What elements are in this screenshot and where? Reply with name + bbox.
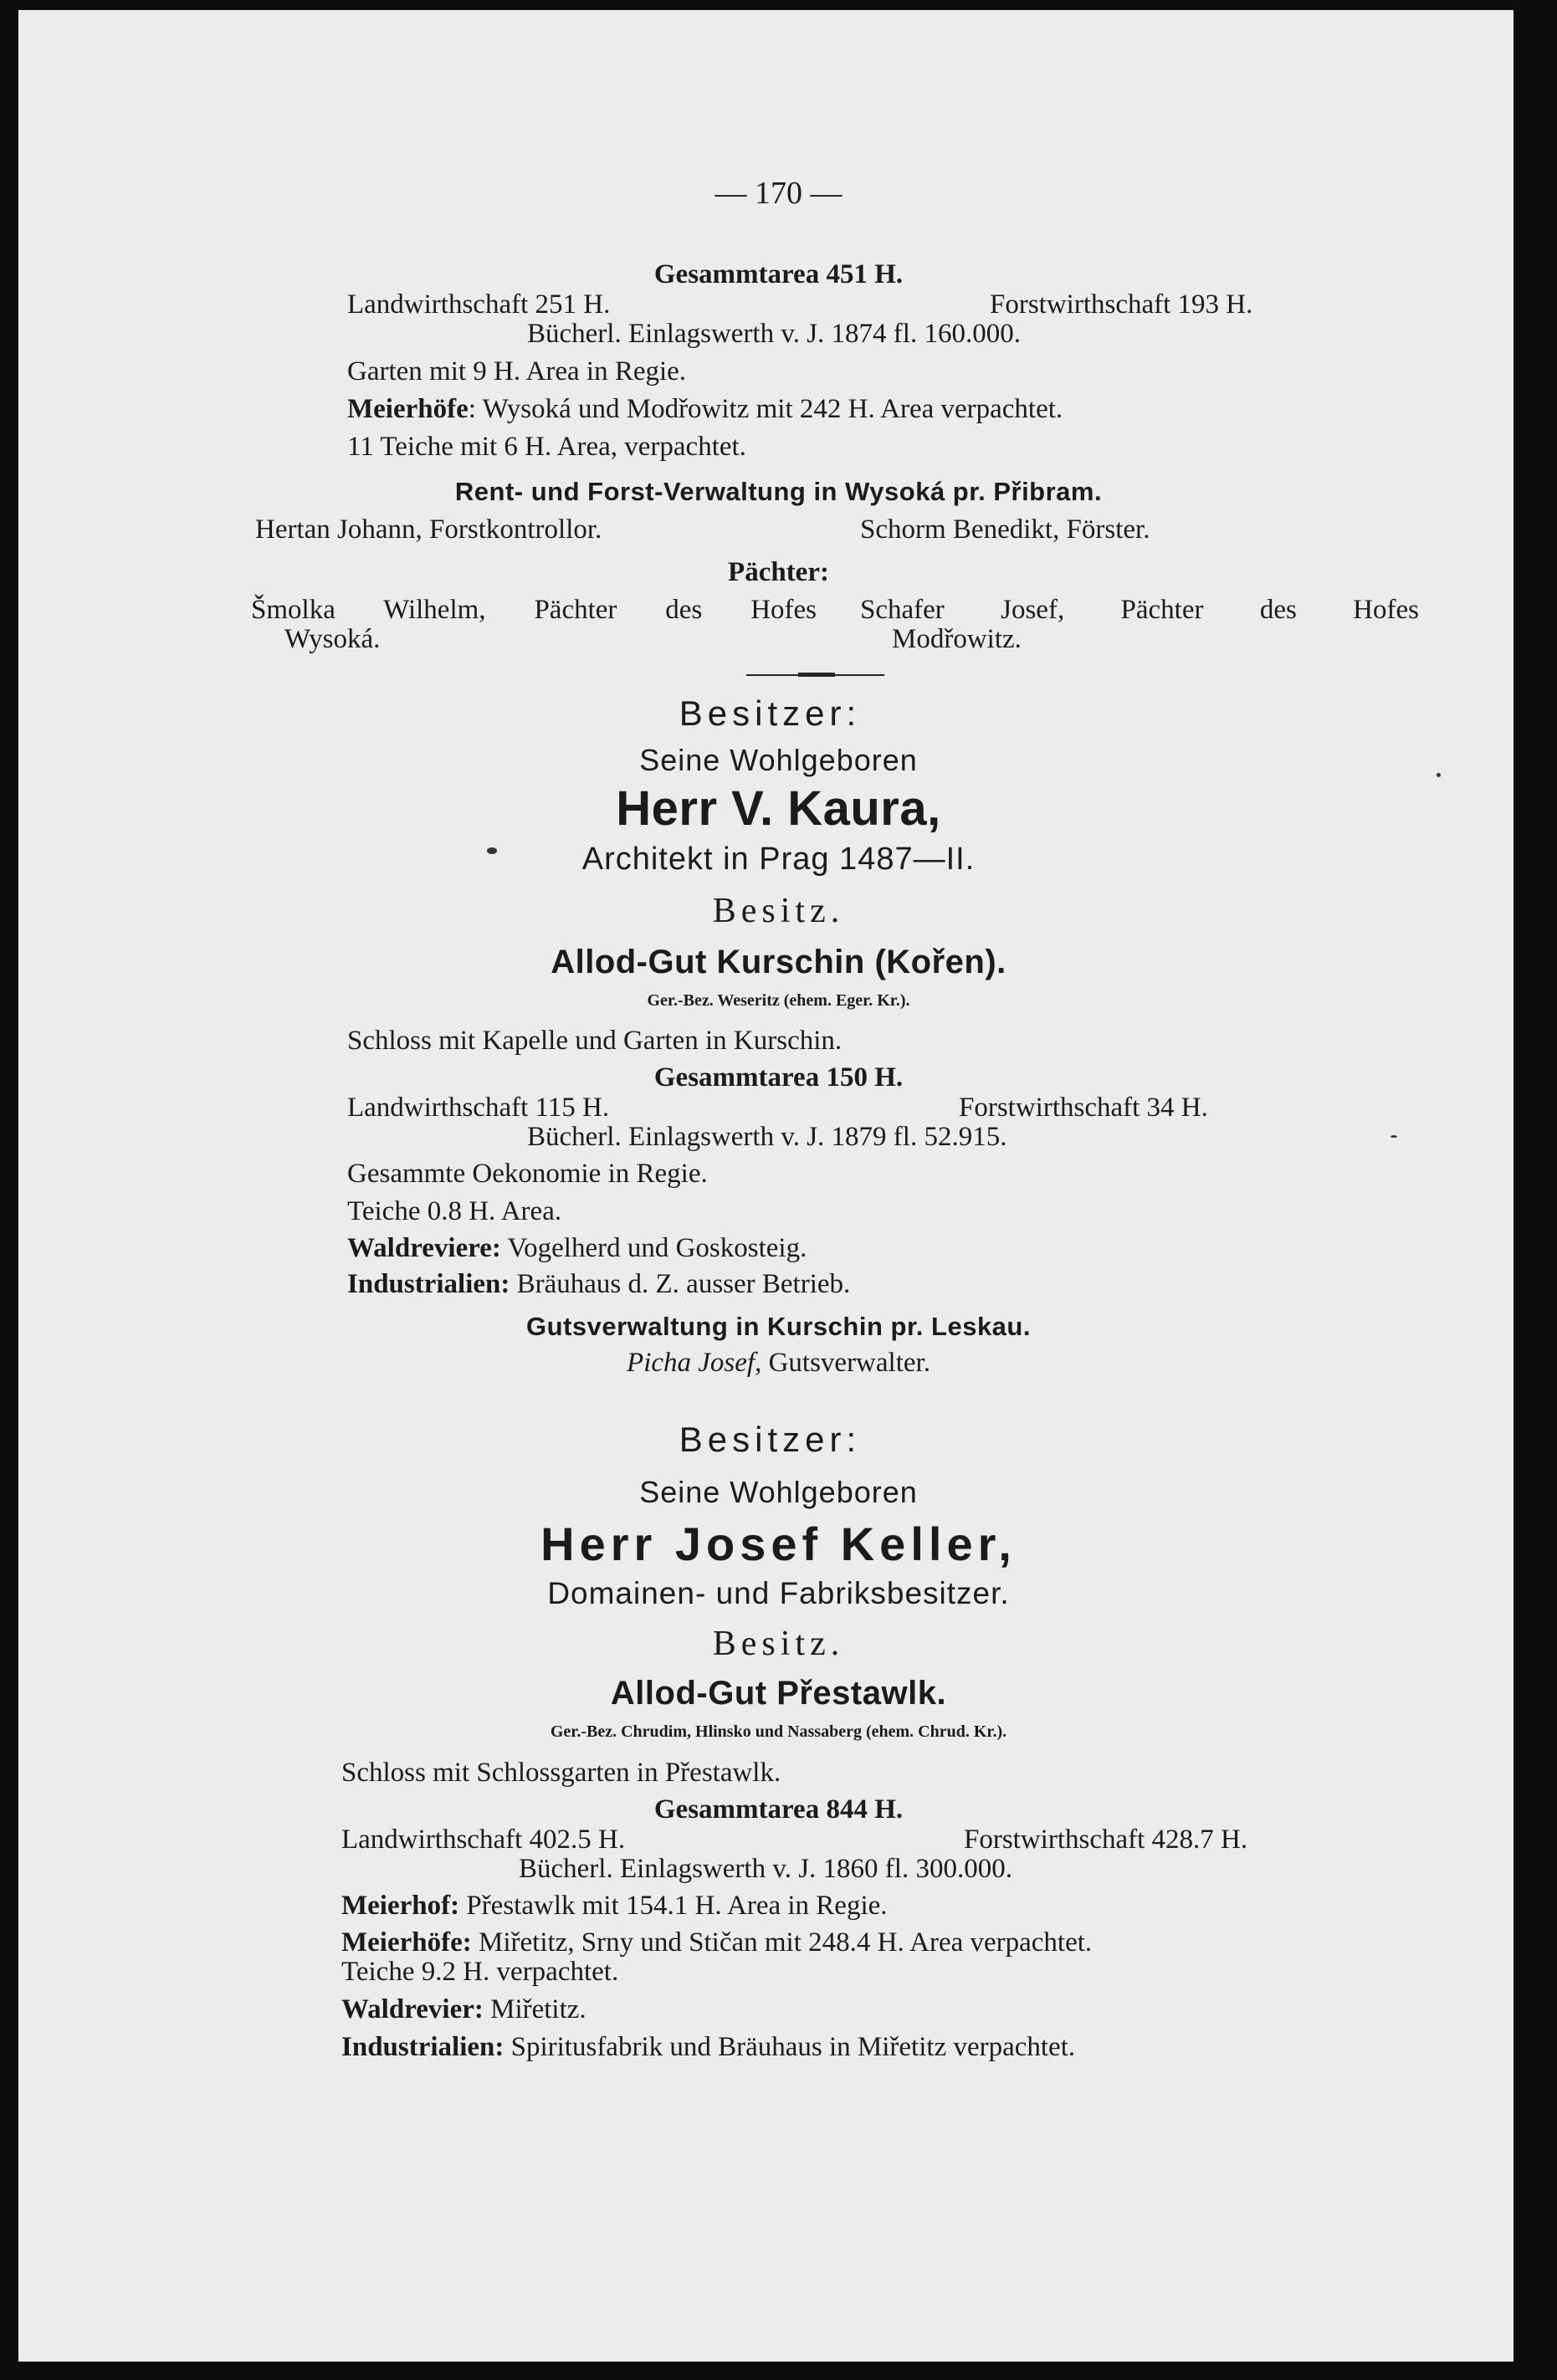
owner2-honorific: Seine Wohlgeboren xyxy=(639,1475,918,1509)
owner2-forest xyxy=(341,1996,586,2024)
owner2-district: Ger.-Bez. Chrudim, Hlinsko und Nassaberg (ehem. Chrud. Kr.). xyxy=(550,1722,1007,1741)
tenant-right-line1: Schafer Josef, Pächter des Hofes xyxy=(860,595,1419,625)
owner2-ponds: Teiche 9.2 H. verpachtet. xyxy=(341,1957,619,1987)
owner1-manager xyxy=(0,1349,1557,1377)
separator-mark-1 xyxy=(798,673,835,677)
owner1-industry-label: Industrialien: xyxy=(347,1269,510,1299)
owner2-forest-label: Waldrevier: xyxy=(341,1994,484,2024)
owner1-administration: Gutsverwaltung in Kurschin pr. Leskau. xyxy=(526,1312,1031,1341)
page-sheet xyxy=(18,10,1513,2362)
tenant-right-line2: Modřowitz. xyxy=(892,624,1022,654)
owner2-property-heading: Besitz. xyxy=(712,1625,845,1663)
scan-border-bottom xyxy=(0,2362,1557,2380)
owner1-heading: Besitzer: xyxy=(679,694,862,733)
agriculture-1: Landwirthschaft 251 H. xyxy=(347,289,611,320)
owner1-forest-text: Vogelherd und Goskosteig. xyxy=(500,1233,807,1263)
owner1-description: Architekt in Prag 1487—II. xyxy=(581,842,976,877)
farms-1 xyxy=(347,396,1063,423)
owner1-castle: Schloss mit Kapelle und Garten in Kurschin. xyxy=(347,1026,843,1056)
owner1-manager-name: Picha Josef xyxy=(627,1348,755,1378)
owner2-name: Herr Josef Keller, xyxy=(540,1518,1017,1570)
owner2-heading: Besitzer: xyxy=(679,1420,862,1459)
owner1-honorific: Seine Wohlgeboren xyxy=(639,743,918,777)
ink-speck xyxy=(1391,1135,1397,1138)
garden-1: Garten mit 9 H. Area in Regie. xyxy=(347,356,687,386)
ponds-1: 11 Teiche mit 6 H. Area, verpachtet. xyxy=(347,432,746,462)
ink-speck xyxy=(487,847,497,854)
owner1-ponds: Teiche 0.8 H. Area. xyxy=(347,1196,562,1226)
tenant-left-line1: Šmolka Wilhelm, Pächter des Hofes xyxy=(251,595,817,625)
owner2-farm-text: Přestawlk mit 154.1 H. Area in Regie. xyxy=(459,1891,888,1921)
owner1-district: Ger.-Bez. Weseritz (ehem. Eger. Kr.). xyxy=(647,991,910,1010)
scan-border-left xyxy=(0,0,18,2380)
owner1-estate: Allod-Gut Kurschin (Kořen). xyxy=(551,944,1006,980)
owner2-forestry: Forstwirthschaft 428.7 H. xyxy=(964,1825,1248,1855)
forestry-1: Forstwirthschaft 193 H. xyxy=(990,289,1253,320)
owner1-manager-role: , Gutsverwalter. xyxy=(755,1348,930,1378)
tenant-left-line2: Wysoká. xyxy=(284,624,381,654)
owner1-forest-label: Waldreviere: xyxy=(347,1233,501,1263)
tenants-heading: Pächter: xyxy=(728,557,829,587)
book-value-1: Bücherl. Einlagswerth v. J. 1874 fl. 160.000. xyxy=(527,319,1021,349)
owner2-agriculture: Landwirthschaft 402.5 H. xyxy=(341,1825,626,1855)
owner2-book-value: Bücherl. Einlagswerth v. J. 1860 fl. 300.000. xyxy=(519,1854,1012,1884)
owner2-total-area: Gesammtarea 844 H. xyxy=(653,1794,904,1825)
owner2-industry xyxy=(341,2034,1075,2061)
owner2-farms xyxy=(341,1929,1092,1957)
owner2-castle: Schloss mit Schlossgarten in Přestawlk. xyxy=(341,1758,781,1788)
owner1-total-area: Gesammtarea 150 H. xyxy=(653,1062,904,1093)
owner2-industry-text: Spiritusfabrik und Bräuhaus in Miřetitz verpachtet. xyxy=(504,2032,1076,2062)
owner2-industry-label: Industrialien: xyxy=(341,2032,504,2062)
farms-text-1: : Wysoká und Modřowitz mit 242 H. Area verpachtet. xyxy=(468,394,1063,424)
owner1-agriculture: Landwirthschaft 115 H. xyxy=(347,1093,610,1123)
owner2-farm-label: Meierhof: xyxy=(341,1891,460,1921)
owner1-forestry: Forstwirthschaft 34 H. xyxy=(959,1093,1208,1123)
administration-1: Rent- und Forst-Verwaltung in Wysoká pr. Přibram. xyxy=(454,477,1103,506)
owner2-estate: Allod-Gut Přestawlk. xyxy=(610,1675,947,1712)
ink-speck xyxy=(1437,773,1441,777)
owner1-name: Herr V. Kaura, xyxy=(616,781,941,836)
owner2-forest-text: Miřetitz. xyxy=(483,1994,586,2024)
scan-border-top xyxy=(0,0,1557,10)
owner1-economy: Gesammte Oekonomie in Regie. xyxy=(347,1159,708,1189)
owner2-description: Domainen- und Fabriksbesitzer. xyxy=(547,1576,1010,1610)
owner1-industry xyxy=(347,1271,850,1298)
staff-left-1: Hertan Johann, Forstkontrollor. xyxy=(255,514,602,545)
scan-border-right xyxy=(1513,0,1557,2380)
owner1-industry-text: Bräuhaus d. Z. ausser Betrieb. xyxy=(510,1269,851,1299)
owner1-forest xyxy=(347,1235,807,1262)
owner1-property-heading: Besitz. xyxy=(712,892,845,930)
staff-right-1: Schorm Benedikt, Förster. xyxy=(860,514,1150,545)
total-area-1: Gesammtarea 451 H. xyxy=(653,259,904,289)
owner2-farms-label: Meierhöfe: xyxy=(341,1927,472,1958)
page-number: — 170 — xyxy=(714,176,843,211)
owner2-farm xyxy=(341,1892,888,1920)
owner1-book-value: Bücherl. Einlagswerth v. J. 1879 fl. 52.915. xyxy=(527,1122,1007,1152)
owner2-farms-text: Miřetitz, Srny und Stičan mit 248.4 H. Area verpachtet. xyxy=(471,1927,1093,1958)
farms-label-1: Meierhöfe xyxy=(347,394,469,424)
